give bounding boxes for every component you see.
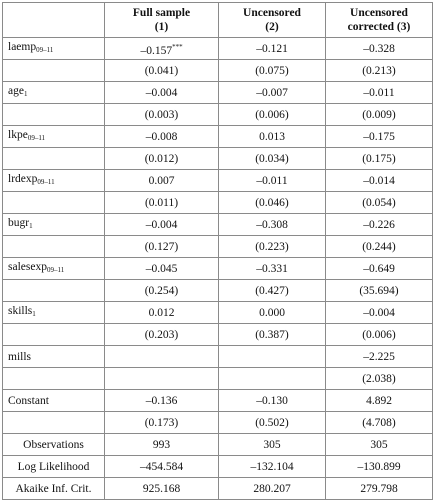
regression-results-table [2,2,433,500]
standard-error-cell: (0.203) [105,324,219,346]
statistic-value: –130.899 [326,456,433,478]
empty-label-cell [3,368,105,390]
coefficient-row [3,82,433,104]
variable-subscript: 1 [23,90,28,98]
variable-name: lkpe [8,129,28,141]
coefficient-value: –0.649 [363,262,395,275]
variable-name: laemp [8,41,37,53]
header-variable-column [3,3,105,38]
coefficient-value: –2.225 [363,350,395,363]
coefficient-cell [219,126,326,148]
empty-label-cell [3,148,105,170]
coefficient-cell [326,302,433,324]
header-full-sample [105,3,219,38]
standard-error-cell: (2.038) [326,368,433,390]
coefficient-cell [105,258,219,280]
coefficient-value: –0.011 [363,86,395,99]
statistic-value: 305 [326,434,433,456]
statistic-value: –132.104 [219,456,326,478]
variable-subscript: 09–11 [27,134,46,142]
variable-name: age [8,85,24,97]
variable-name: bugr [8,217,30,229]
coefficient-cell [219,82,326,104]
coefficient-row [3,258,433,280]
statistic-value: 280.207 [219,478,326,500]
coefficient-cell [219,302,326,324]
variable-name: mills [8,350,32,363]
header-model-number: corrected (3) [347,21,411,33]
standard-error-row [3,412,433,434]
variable-subscript: 1 [29,222,33,230]
standard-error-cell: (0.075) [219,60,326,82]
standard-error-cell: (4.708) [326,412,433,434]
standard-error-cell: (0.175) [326,148,433,170]
significance-stars: *** [172,42,183,51]
coefficient-value: 4.892 [366,394,392,407]
coefficient-value: –0.157 [140,44,173,57]
coefficient-cell [219,390,326,412]
standard-error-cell: (0.213) [326,60,433,82]
coefficient-value: –0.007 [256,86,288,99]
statistic-row [3,434,433,456]
variable-name: lrdexp [8,173,38,185]
standard-error-cell: (0.012) [105,148,219,170]
statistic-value: 993 [105,434,219,456]
coefficient-row [3,346,433,368]
statistic-value: 279.798 [326,478,433,500]
coefficient-value: –0.011 [256,174,288,187]
header-title: Uncensored [243,7,301,19]
coefficient-value: –0.308 [256,218,288,231]
header-uncensored [219,3,326,38]
coefficient-cell [219,170,326,192]
coefficient-value: –0.328 [363,42,395,55]
coefficient-value: –0.331 [256,262,288,275]
standard-error-row [3,60,433,82]
empty-label-cell [3,236,105,258]
statistic-value: 925.168 [105,478,219,500]
coefficient-cell [105,170,219,192]
coefficient-value: 0.000 [259,306,285,319]
coefficient-value: –0.014 [363,174,395,187]
coefficient-cell [105,302,219,324]
coefficient-cell [326,38,433,60]
variable-subscript: 09–11 [46,266,65,274]
statistic-value: –454.584 [105,456,219,478]
standard-error-cell: (0.387) [219,324,326,346]
standard-error-row [3,280,433,302]
standard-error-cell: (0.009) [326,104,433,126]
standard-error-cell: (0.427) [219,280,326,302]
variable-name-cell [3,258,105,280]
variable-name-cell [3,214,105,236]
variable-name-cell [3,302,105,324]
variable-name: salesexp [8,261,47,273]
table-body [3,38,433,500]
coefficient-row [3,302,433,324]
statistic-label: Akaike Inf. Crit. [3,478,105,500]
variable-name-cell [3,126,105,148]
standard-error-cell: (0.127) [105,236,219,258]
empty-label-cell [3,324,105,346]
variable-name: Constant [8,394,49,407]
statistic-row [3,478,433,500]
standard-error-cell: (0.006) [326,324,433,346]
coefficient-cell [326,390,433,412]
coefficient-value: –0.004 [363,306,395,319]
coefficient-cell [105,390,219,412]
coefficient-value: –0.130 [256,394,288,407]
variable-subscript: 09–11 [37,178,55,186]
coefficient-cell [105,346,219,368]
statistic-label: Observations [3,434,105,456]
empty-label-cell [3,280,105,302]
empty-label-cell [3,412,105,434]
table-header-row [3,3,433,38]
empty-label-cell [3,60,105,82]
coefficient-cell [326,126,433,148]
standard-error-cell: (0.041) [105,60,219,82]
coefficient-cell [326,258,433,280]
standard-error-cell: (0.502) [219,412,326,434]
standard-error-cell: (0.006) [219,104,326,126]
coefficient-value: 0.012 [148,306,175,319]
standard-error-cell: (0.173) [105,412,219,434]
statistic-label: Log Likelihood [3,456,105,478]
standard-error-cell: (0.046) [219,192,326,214]
variable-name-cell [3,346,105,368]
coefficient-cell [105,214,219,236]
coefficient-value: –0.004 [145,86,178,99]
standard-error-cell: (0.254) [105,280,219,302]
coefficient-cell [105,82,219,104]
standard-error-cell [105,368,219,390]
standard-error-row [3,192,433,214]
header-title: Uncensored [350,7,408,19]
coefficient-cell [219,38,326,60]
coefficient-cell [105,126,219,148]
standard-error-row [3,148,433,170]
coefficient-row [3,38,433,60]
coefficient-row [3,390,433,412]
standard-error-cell: (0.034) [219,148,326,170]
coefficient-value: 0.013 [259,130,285,143]
header-model-number: (1) [154,21,169,33]
variable-name: skills [8,305,33,317]
standard-error-row [3,324,433,346]
coefficient-value: –0.121 [256,42,288,55]
coefficient-cell [326,346,433,368]
coefficient-row [3,214,433,236]
coefficient-row [3,126,433,148]
coefficient-cell [219,258,326,280]
standard-error-row [3,104,433,126]
coefficient-cell [219,346,326,368]
variable-name-cell [3,82,105,104]
coefficient-value: –0.175 [363,130,395,143]
coefficient-value: –0.008 [145,130,178,143]
statistic-row [3,456,433,478]
variable-subscript: 1 [32,310,36,318]
standard-error-row [3,236,433,258]
header-title: Full sample [132,7,191,19]
standard-error-cell [219,368,326,390]
standard-error-cell: (0.011) [105,192,219,214]
variable-name-cell [3,390,105,412]
coefficient-value: –0.004 [145,218,178,231]
standard-error-cell: (0.223) [219,236,326,258]
coefficient-cell [105,38,219,60]
variable-name-cell [3,170,105,192]
variable-subscript: 09–11 [36,46,54,54]
coefficient-cell [326,82,433,104]
coefficient-value: 0.007 [148,174,175,187]
standard-error-row [3,368,433,390]
standard-error-cell: (0.244) [326,236,433,258]
header-uncensored-corrected [326,3,433,38]
coefficient-cell [326,170,433,192]
statistic-value: 305 [219,434,326,456]
coefficient-cell [326,214,433,236]
standard-error-cell: (35.694) [326,280,433,302]
coefficient-value: –0.045 [145,262,178,275]
standard-error-cell: (0.054) [326,192,433,214]
coefficient-cell [219,214,326,236]
empty-label-cell [3,104,105,126]
header-model-number: (2) [265,21,279,33]
standard-error-cell: (0.003) [105,104,219,126]
coefficient-value: –0.226 [363,218,395,231]
coefficient-value: –0.136 [145,394,178,407]
coefficient-row [3,170,433,192]
empty-label-cell [3,192,105,214]
variable-name-cell [3,38,105,60]
